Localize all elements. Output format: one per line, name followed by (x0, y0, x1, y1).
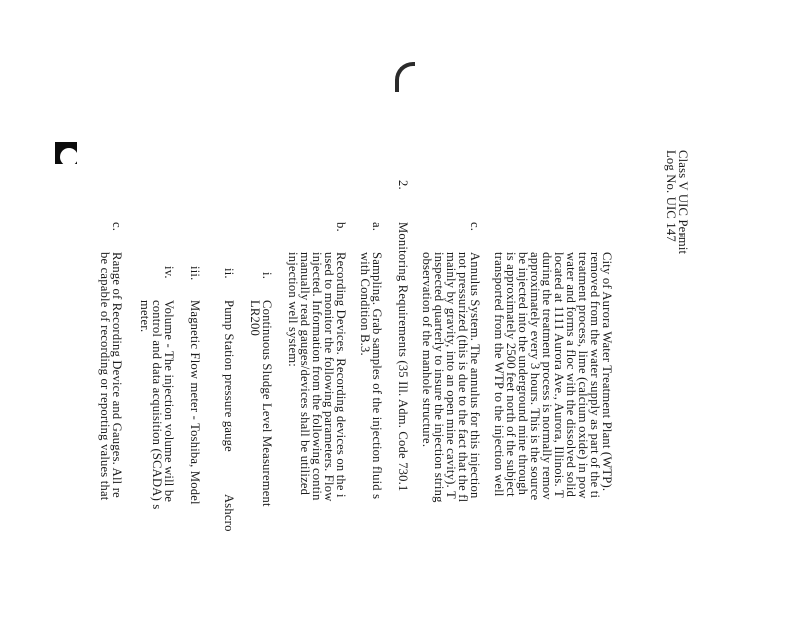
para-line: is approximately 2500 feet north of the subject (504, 252, 518, 497)
para-line: City of Aurora Water Treatment Plant (WTP). (600, 252, 614, 492)
para-line: transported from the WTP to the injection well (492, 252, 506, 497)
subitem-line: Pump Station pressure gauge (222, 300, 236, 452)
para-line: Range of Recording Device and Gauges. All re (110, 252, 124, 498)
para-line: be injected into the underground mine through (516, 252, 530, 496)
section-heading: Monitoring Requirements (35 Ill. Adm. Code 730.1 (396, 222, 410, 492)
para-line: with Condition B.3. (358, 252, 372, 356)
para-line: removed from the water supply as part of the ti (588, 252, 602, 499)
para-line: injection well system: (286, 252, 300, 367)
para-line: during the treatment process is normally remov (540, 252, 554, 500)
para-line: located at 1111 Aurora Ave., Aurora, Illinois. T (552, 252, 566, 498)
para-line: Annulus System. The annulus for this injection (468, 252, 482, 499)
section-number: 2. (396, 180, 410, 190)
para-line: inspected quarterly to insure the injection string (432, 252, 446, 503)
permit-title: Class V UIC Permit (676, 150, 690, 255)
item-marker: b. (334, 222, 348, 232)
subitem-marker: i. (260, 272, 274, 280)
para-line: Recording Devices. Recording devices on the i (334, 252, 348, 498)
para-line: be capable of recording or reporting values that (98, 252, 112, 501)
para-line: injected. Information from the following contin (310, 252, 324, 501)
subitem-line: Volume - The injection volume will be (162, 300, 176, 503)
para-line: approximately every 3 hours. This is the source (528, 252, 542, 501)
subitem-marker: iii. (188, 266, 202, 281)
staple-mark (395, 62, 415, 92)
para-line: observation of the manhole structure. (420, 252, 434, 448)
para-line: treatment process, lime (calcium oxide) in pow (576, 252, 590, 499)
item-marker: c. (468, 222, 482, 232)
subitem-line: Continuous Sludge Level Measurement (260, 300, 274, 507)
para-line: used to monitor the following parameters. Flow (322, 252, 336, 502)
para-line: water and forms a floc with the dissolved solid (564, 252, 578, 498)
para-line: manually read gauges/devices shall be utilized (298, 252, 312, 496)
subitem-marker: ii. (222, 268, 236, 279)
subitem-line: control and data acquisition (SCADA) s (150, 300, 164, 510)
para-line: not pressurized (this is due to the fact that the fl (456, 252, 470, 503)
log-number: Log No. UIC 147 (664, 150, 678, 242)
para-line: Sampling. Grab samples of the injection fluid s (370, 252, 384, 500)
subitem-line: Magnetic Flow meter - Toshiba, Model (188, 300, 202, 505)
subitem-marker: iv. (162, 266, 176, 279)
punch-hole-mark (55, 142, 77, 164)
subitem-line: LR200 (248, 300, 262, 336)
rotated-document-page (100, 150, 700, 620)
subitem-extra: Ashcro (222, 494, 236, 532)
item-marker: a. (370, 222, 384, 232)
subitem-line: meter. (138, 300, 152, 333)
item-marker: c. (110, 222, 124, 232)
para-line: mainly by gravity, into an open mine cavity). T (444, 252, 458, 499)
